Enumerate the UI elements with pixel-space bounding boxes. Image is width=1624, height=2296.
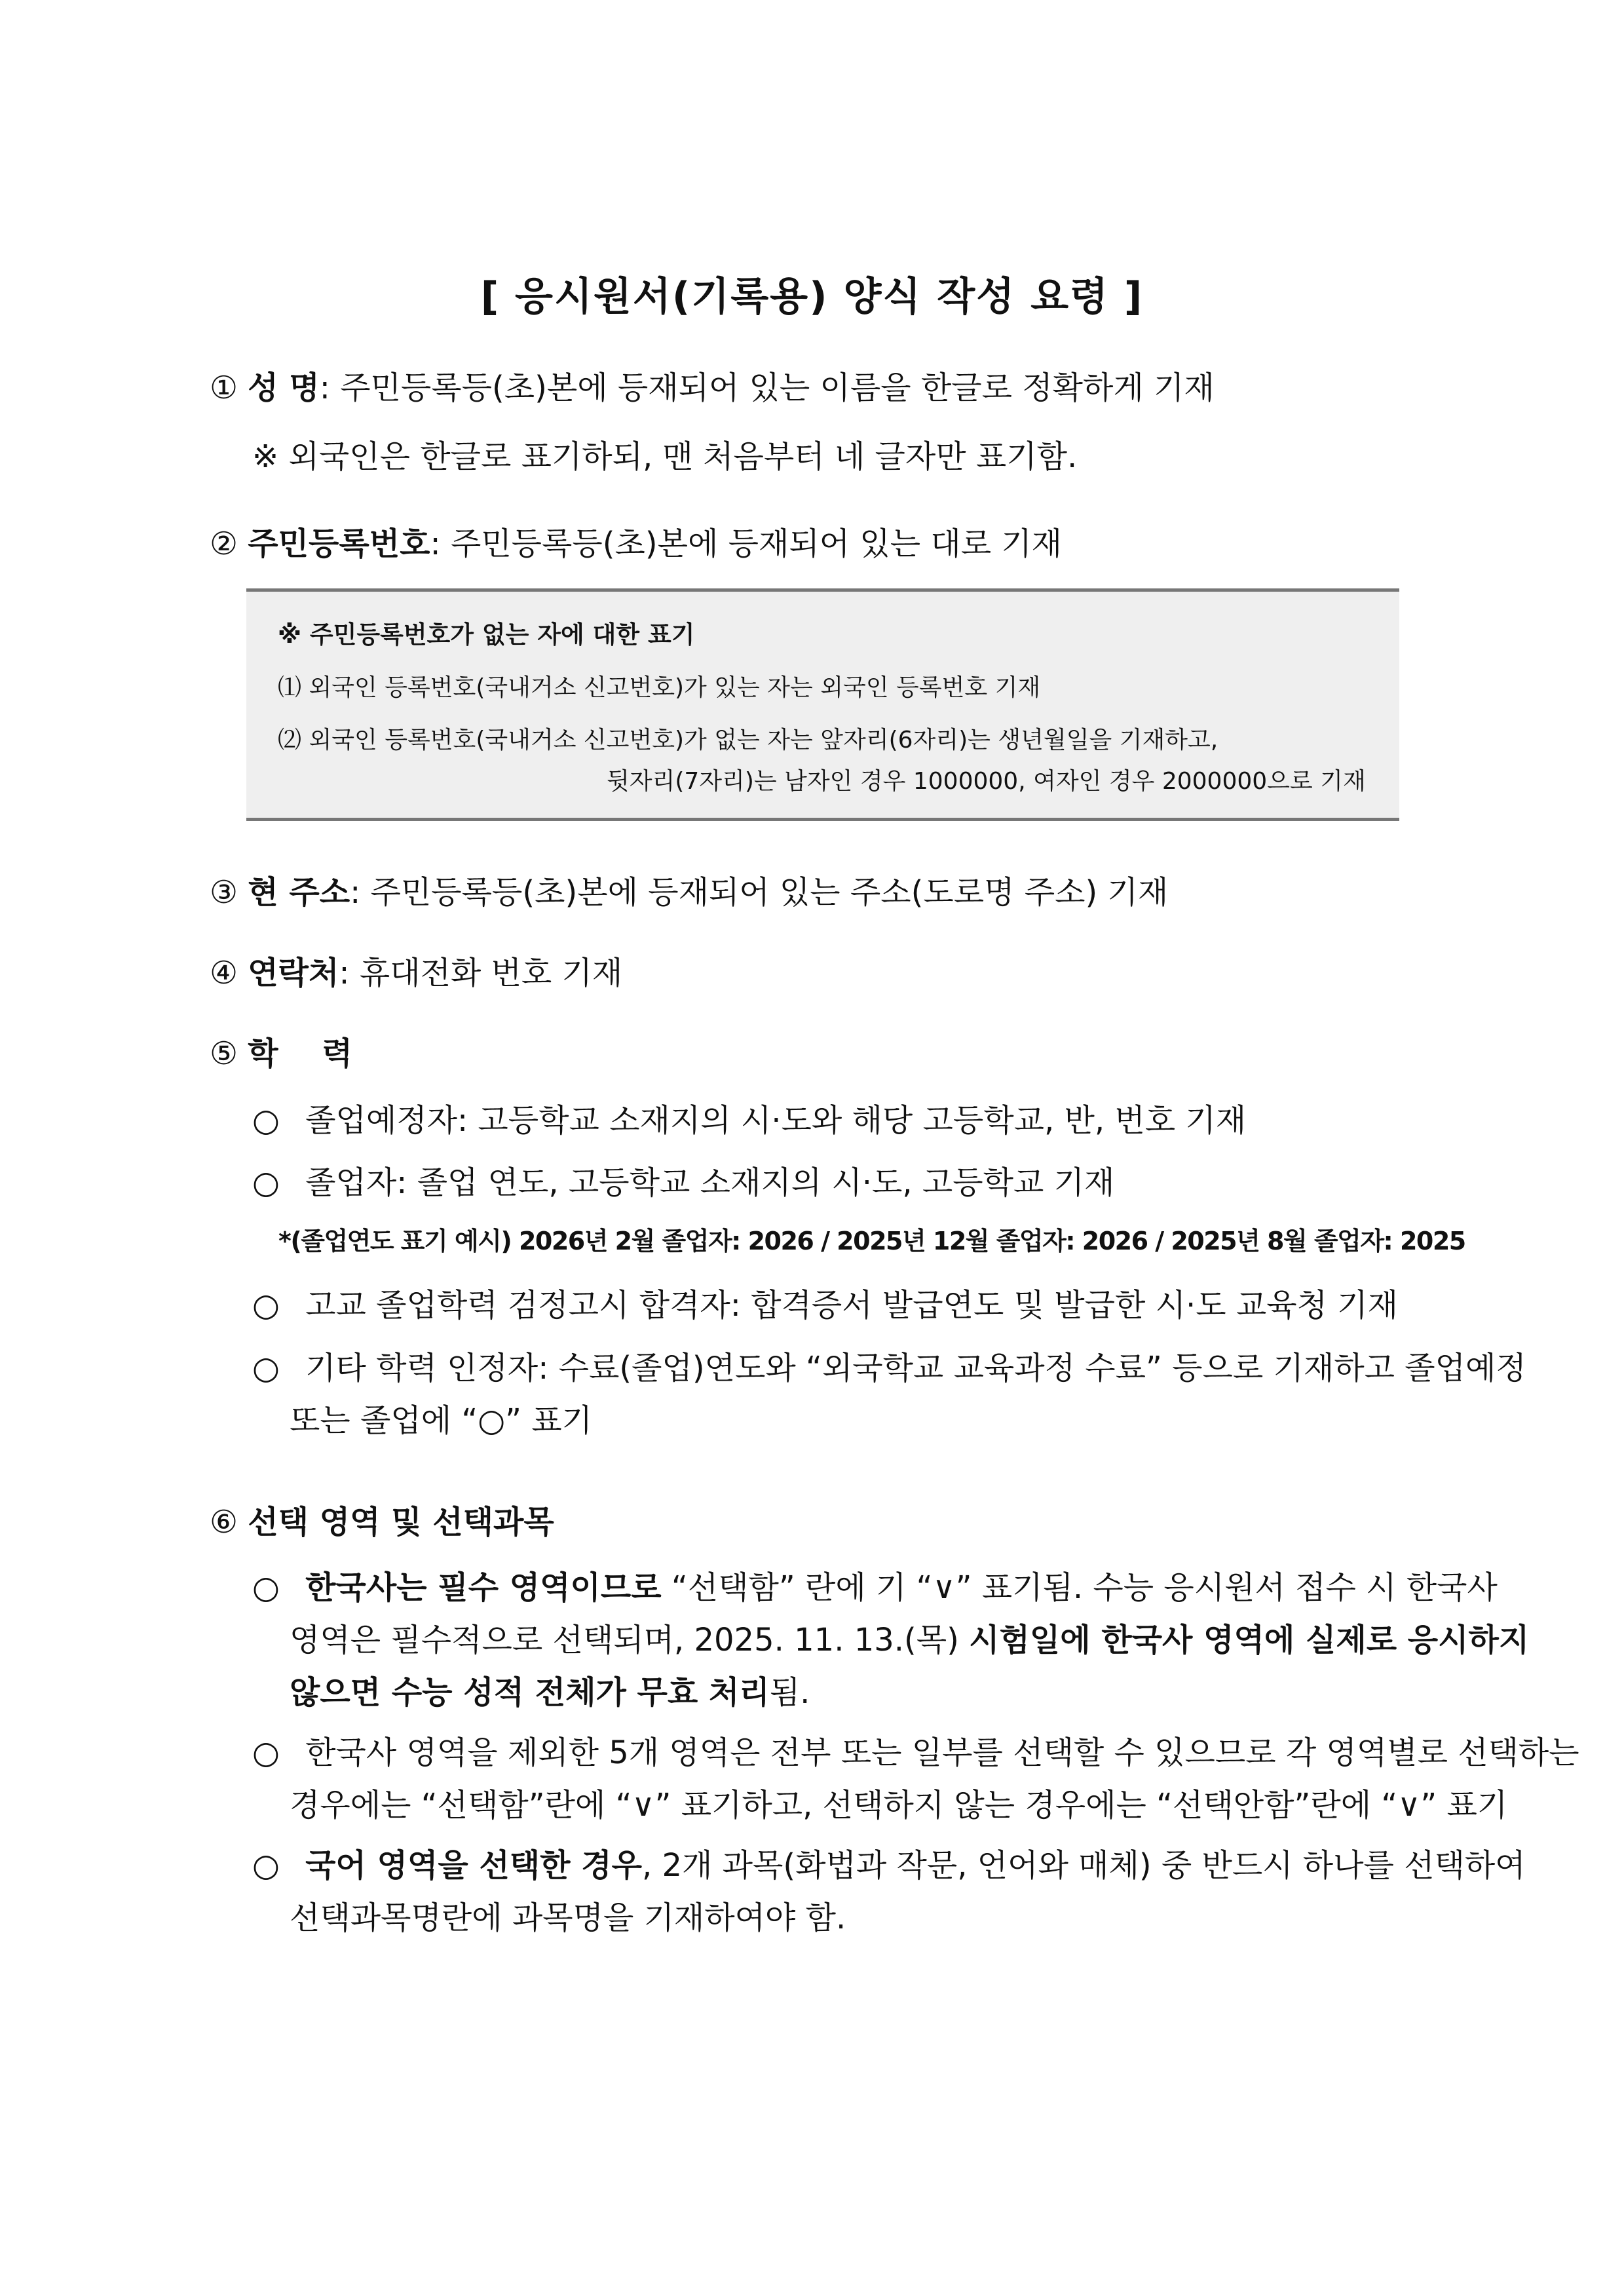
education-bullet: ○ 기타 학력 인정자: 수료(졸업)연도와 “외국학교 교육과정 수료” 등으로 기재하고 졸업예정 (252, 1350, 1526, 1387)
subjects-bullet: ○ 국어 영역을 선택한 경우, 2개 과목(화법과 작문, 언어와 매체) 중 반드시 하나를 선택하여 (252, 1847, 1526, 1884)
notice-line: ⑴ 외국인 등록번호(국내거소 신고번호)가 있는 자는 외국인 등록번호 기재 (278, 674, 1041, 701)
item-text: : 휴대전화 번호 기재 (339, 955, 623, 991)
item-label: 연락처 (248, 955, 339, 991)
item-name (210, 368, 1215, 408)
item-label: 학 력 (248, 1035, 352, 1072)
notice-heading: ※ 주민등록번호가 없는 자에 대한 표기 (278, 621, 695, 649)
education-bullet: ○ 졸업자: 졸업 연도, 고등학교 소재지의 시·도, 고등학교 기재 (252, 1164, 1115, 1201)
subjects-bullet: ○ 한국사 영역을 제외한 5개 영역은 전부 또는 일부를 선택할 수 있으므로 각 영역별로 선택하는 (252, 1734, 1579, 1771)
education-bullet: ○ 고교 졸업학력 검정고시 합격자: 합격증서 발급연도 및 발급한 시·도 교육청 기재 (252, 1287, 1398, 1324)
name-note: ※ 외국인은 한글로 표기하되, 맨 처음부터 네 글자만 표기함. (252, 438, 1078, 475)
subjects-bullet-cont: 경우에는 “선택함”란에 “∨” 표기하고, 선택하지 않는 경우에는 “선택안함”란에 “∨” 표기 (290, 1787, 1508, 1824)
item-label: 현 주소 (248, 874, 350, 911)
graduation-year-example: *(졸업연도 표기 예시) 2026년 2월 졸업자: 2026 / 2025년 12월 졸업자: 2026 / 2025년 8월 졸업자: 2025 (278, 1227, 1465, 1255)
item-label: 성 명 (248, 370, 320, 406)
item-number: ⑥ (210, 1504, 238, 1540)
subjects-bullet-cont: 않으면 수능 성적 전체가 무효 처리됨. (290, 1674, 810, 1711)
bullet-icon: ○ (252, 1569, 280, 1606)
item-label: 선택 영역 및 선택과목 (248, 1504, 554, 1540)
item-number: ④ (210, 955, 238, 991)
subjects-bullet-cont: 선택과목명란에 과목명을 기재하여야 함. (290, 1900, 846, 1936)
item-address (210, 873, 1168, 912)
item-number: ② (210, 526, 238, 562)
rrn-notice-box (246, 588, 1399, 821)
education-bullet-cont: 또는 졸업에 “○” 표기 (290, 1402, 592, 1439)
notice-line: ⑵ 외국인 등록번호(국내거소 신고번호)가 없는 자는 앞자리(6자리)는 생년월일을 기재하고, (278, 727, 1218, 754)
bullet-icon: ○ (252, 1102, 280, 1139)
item-text: : 주민등록등(초)본에 등재되어 있는 이름을 한글로 정확하게 기재 (319, 370, 1215, 406)
page-title: [ 응시원서(기록용) 양식 작성 요령 ] (480, 274, 1144, 320)
bullet-icon: ○ (252, 1350, 280, 1387)
item-number: ③ (210, 874, 238, 911)
item-rrn (210, 524, 1062, 564)
item-text: : 주민등록등(초)본에 등재되어 있는 주소(도로명 주소) 기재 (350, 874, 1169, 911)
item-number: ① (210, 370, 238, 406)
bullet-icon: ○ (252, 1287, 280, 1324)
education-bullet: ○ 졸업예정자: 고등학교 소재지의 시·도와 해당 고등학교, 반, 번호 기재 (252, 1102, 1247, 1139)
item-contact (210, 953, 622, 993)
bullet-icon: ○ (252, 1734, 280, 1771)
item-number: ⑤ (210, 1035, 238, 1072)
notice-line: 뒷자리(7자리)는 남자인 경우 1000000, 여자인 경우 2000000으로 기재 (607, 768, 1366, 795)
item-label: 주민등록번호 (248, 526, 430, 562)
item-subjects (210, 1502, 554, 1542)
subjects-bullet: ○ 한국사는 필수 영역이므로 “선택함” 란에 기 “∨” 표기됨. 수능 응시원서 접수 시 한국사 (252, 1569, 1498, 1606)
item-text: : 주민등록등(초)본에 등재되어 있는 대로 기재 (430, 526, 1063, 562)
item-education (210, 1034, 352, 1073)
bullet-icon: ○ (252, 1164, 280, 1201)
bullet-icon: ○ (252, 1847, 280, 1884)
subjects-bullet-cont: 영역은 필수적으로 선택되며, 2025. 11. 13.(목) 시험일에 한국사 영역에 실제로 응시하지 (290, 1622, 1530, 1658)
